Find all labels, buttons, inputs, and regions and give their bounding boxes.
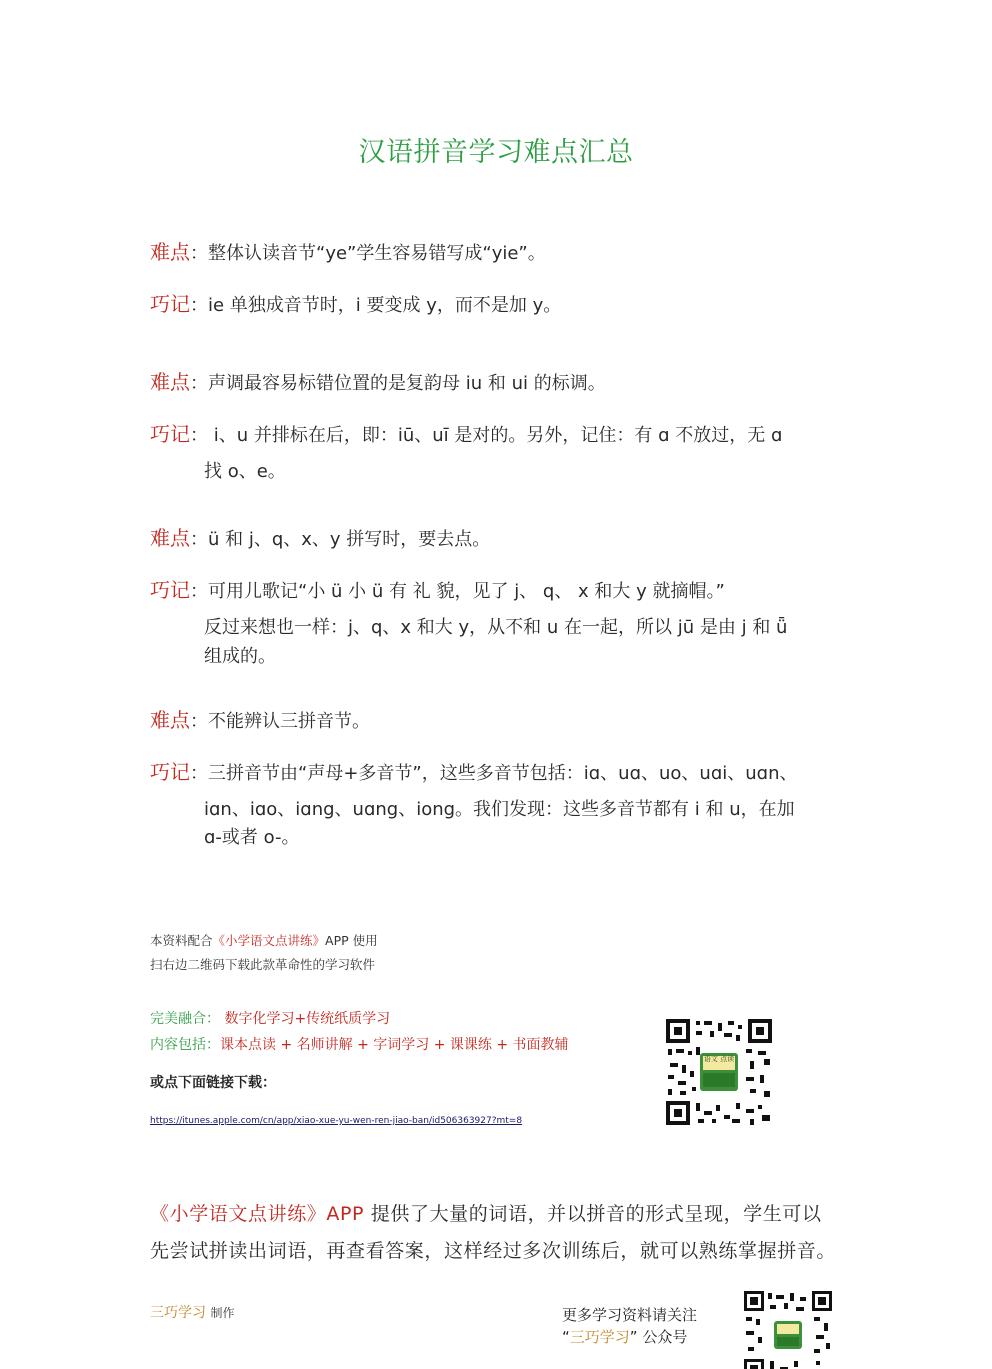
page-title: 汉语拼音学习难点汇总 <box>358 137 634 168</box>
tip-label: 巧记 <box>150 292 190 316</box>
tip-text: ie 单独成音节时，i 要变成 y，而不是加 y。 <box>208 295 562 316</box>
ad-line-1 <box>150 932 378 950</box>
footer-qr-code[interactable] <box>744 1291 832 1369</box>
footer-follow-line-1: 更多学习资料请关注 <box>562 1306 698 1324</box>
qr-code-image <box>666 1019 772 1125</box>
difficulty-text: ü 和 j、q、x、y 拼写时，要去点。 <box>208 529 491 550</box>
tip-label: 巧记 <box>150 422 190 446</box>
tip-continuation: 找 o、e。 <box>204 461 286 482</box>
tip-row-1: 巧记：ie 单独成音节时，i 要变成 y，而不是加 y。 <box>150 292 562 316</box>
quote-close: ” <box>629 1328 638 1346</box>
footer-brand: 三巧学习 <box>150 1305 206 1321</box>
difficulty-label: 难点 <box>150 526 190 550</box>
tip-text: 可用儿歌记“小 ü 小 ü 有 礼 貌，见了 j、 q、 x 和大 y 就摘帽。” <box>208 581 725 602</box>
merge-row <box>150 1009 390 1029</box>
tip-text: 三拼音节由“声母+多音节”，这些多音节包括：iɑ、uɑ、uo、uɑi、uɑn、 <box>208 763 798 784</box>
promo-app-name: 《小学语文点讲练》APP <box>150 1203 365 1225</box>
promo-line-2: 先尝试拼读出词语，再查看答案，这样经过多次训练后，就可以熟练掌握拼音。 <box>150 1240 837 1262</box>
tip-continuation: iɑn、iɑo、iɑng、uɑng、iong。我们发现：这些多音节都有 i 和 u，在加 <box>204 799 795 820</box>
qr-code[interactable] <box>666 1019 772 1125</box>
tip-label: 巧记 <box>150 760 190 784</box>
difficulty-label: 难点 <box>150 708 190 732</box>
difficulty-row-2: 难点：声调最容易标错位置的是复韵母 iu 和 ui 的标调。 <box>150 370 606 394</box>
follow-suffix: 公众号 <box>642 1328 688 1346</box>
content-row <box>150 1035 569 1055</box>
tip-text: i、u 并排标在后，即：iū、uī 是对的。另外，记住：有 ɑ 不放过，无 ɑ <box>208 425 783 446</box>
difficulty-text: 不能辨认三拼音节。 <box>208 711 370 732</box>
ad-suffix: APP 使用 <box>325 933 378 948</box>
content-text: 课本点读 + 名师讲解 + 字词学习 + 课课练 + 书面教辅 <box>220 1037 569 1053</box>
app-name: 《小学语文点讲练》 <box>212 933 326 948</box>
footer-qr-image <box>744 1291 832 1369</box>
follow-brand: 三巧学习 <box>569 1328 630 1346</box>
footer-credit <box>150 1302 234 1322</box>
footer-follow-line-2 <box>562 1326 687 1347</box>
link-label: 或点下面链接下载： <box>150 1075 276 1091</box>
tip-continuation: 组成的。 <box>204 646 276 667</box>
footer-made: 制作 <box>210 1306 235 1320</box>
download-link[interactable]: https://itunes.apple.com/cn/app/xiao-xue-yu-wen-ren-jiao-ban/id506363927?mt=8 <box>150 1116 523 1126</box>
difficulty-text: 整体认读音节“ye”学生容易错写成“yie”。 <box>208 243 546 264</box>
difficulty-label: 难点 <box>150 240 190 264</box>
quote-open: “ <box>562 1328 570 1346</box>
tip-row-4: 巧记：三拼音节由“声母+多音节”，这些多音节包括：iɑ、uɑ、uo、uɑi、uɑn、 <box>150 760 798 784</box>
qr-badge: 语文 点读 <box>703 1055 735 1063</box>
merge-label: 完美融合： <box>150 1011 220 1027</box>
tip-row-3: 巧记：可用儿歌记“小 ü 小 ü 有 礼 貌，见了 j、 q、 x 和大 y 就摘帽。” <box>150 578 725 602</box>
ad-line-2: 扫右边二维码下载此款革命性的学习软件 <box>150 957 376 972</box>
promo-text: 提供了大量的词语，并以拼音的形式呈现，学生可以 <box>364 1203 822 1225</box>
tip-continuation: ɑ-或者 o-。 <box>204 827 300 848</box>
tip-label: 巧记 <box>150 578 190 602</box>
difficulty-label: 难点 <box>150 370 190 394</box>
difficulty-row-4: 难点：不能辨认三拼音节。 <box>150 708 370 732</box>
promo-line-1 <box>150 1201 822 1227</box>
difficulty-row-1: 难点：整体认读音节“ye”学生容易错写成“yie”。 <box>150 240 546 264</box>
merge-text: 数字化学习+传统纸质学习 <box>224 1011 391 1027</box>
tip-row-2: 巧记： i、u 并排标在后，即：iū、uī 是对的。另外，记住：有 ɑ 不放过，无 ɑ <box>150 422 783 446</box>
tip-continuation: 反过来想也一样：j、q、x 和大 y，从不和 u 在一起，所以 jū 是由 j 和 ǖ <box>204 617 788 638</box>
difficulty-text: 声调最容易标错位置的是复韵母 iu 和 ui 的标调。 <box>208 373 606 394</box>
difficulty-row-3: 难点：ü 和 j、q、x、y 拼写时，要去点。 <box>150 526 491 550</box>
ad-prefix: 本资料配合 <box>150 933 213 948</box>
content-label: 内容包括： <box>150 1037 220 1053</box>
